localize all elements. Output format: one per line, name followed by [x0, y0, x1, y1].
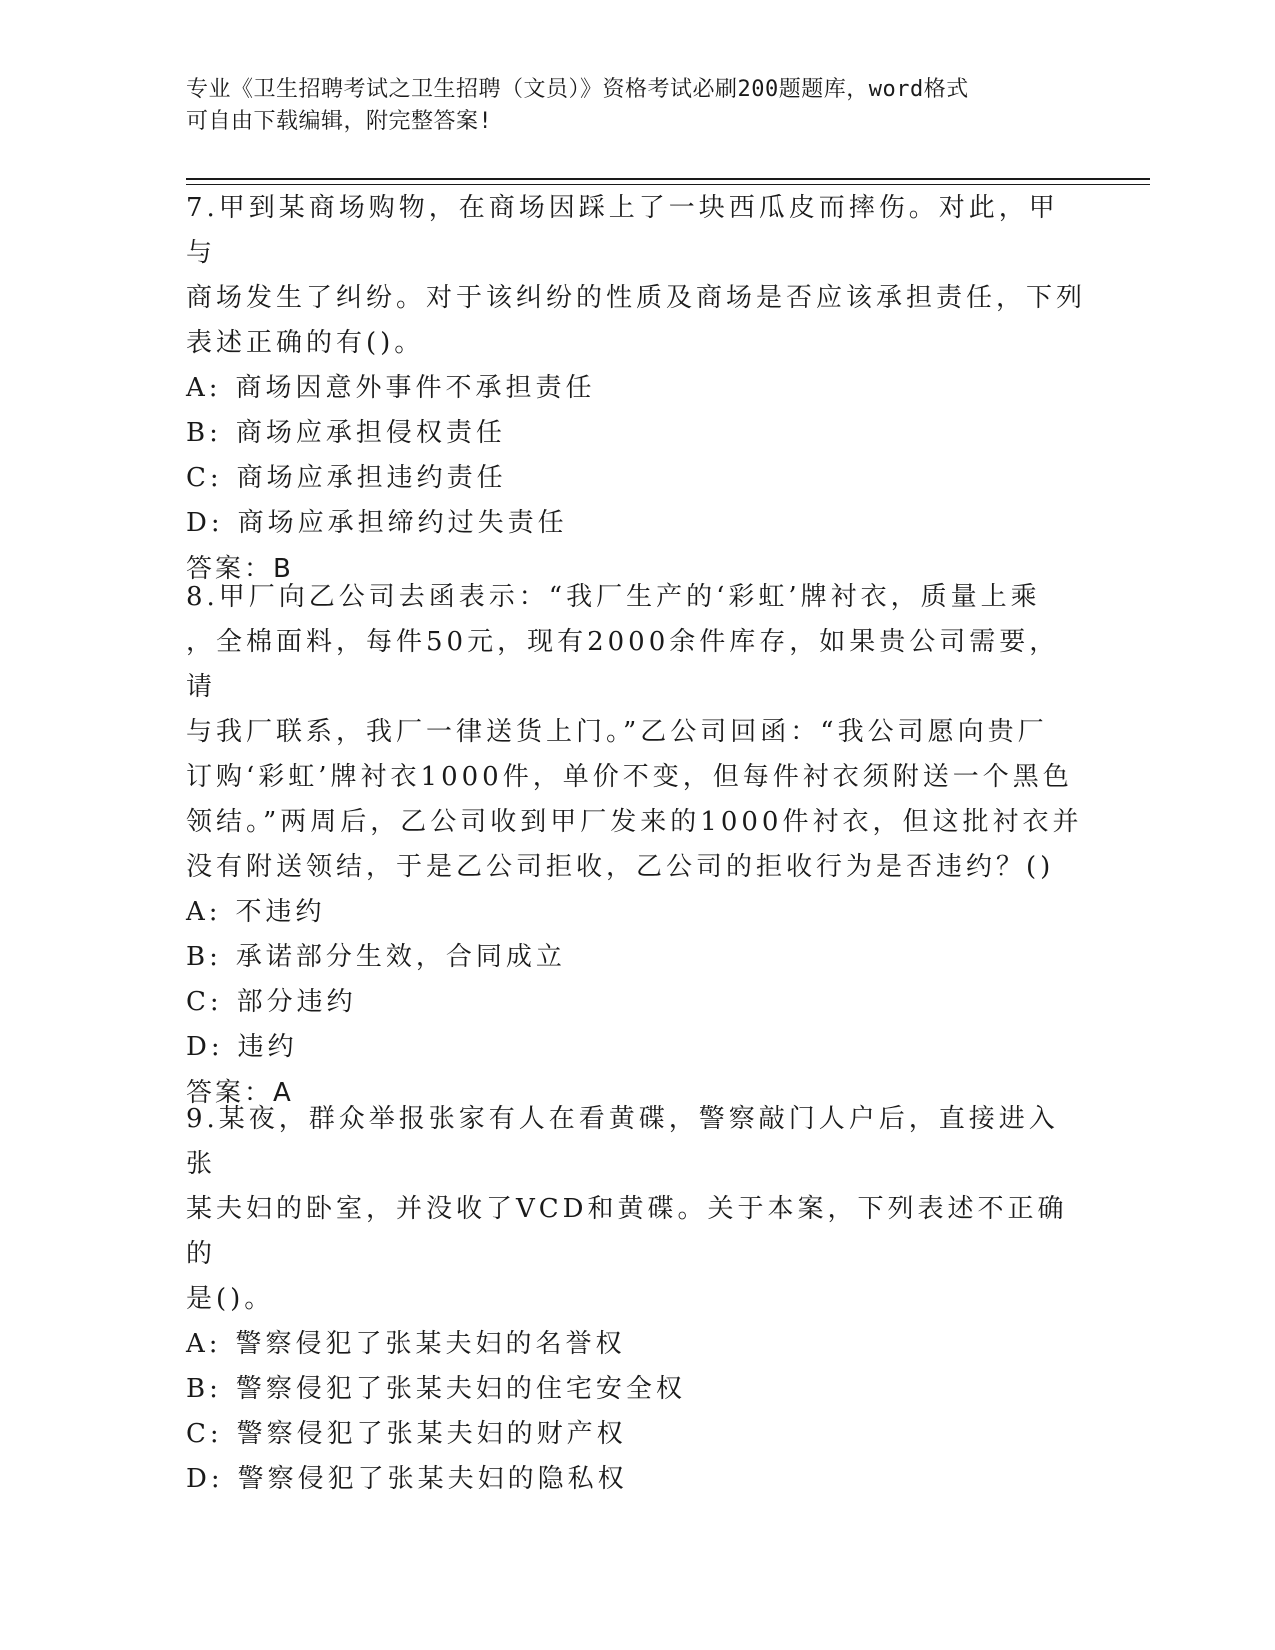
option-b: B: 商场应承担侵权责任 — [186, 418, 506, 448]
header-rule-thick — [186, 178, 1150, 180]
header-line-1: 专业《卫生招聘考试之卫生招聘（文员）》资格考试必刷200题题库，word格式 — [186, 77, 969, 102]
question-7 — [186, 186, 1086, 592]
question-line: 领结。”两周后，乙公司收到甲厂发来的1000件衬衣，但这批衬衣并 — [186, 807, 1083, 837]
question-8 — [186, 575, 1086, 1116]
question-line: 与我厂联系，我厂一律送货上门。”乙公司回函：“我公司愿向贵厂 — [186, 717, 1048, 747]
question-line: 7.甲到某商场购物，在商场因踩上了一块西瓜皮而摔伤。对此，甲与 — [186, 193, 1059, 268]
question-line: 8.甲厂向乙公司去函表示：“我厂生产的‘彩虹’牌衬衣，质量上乘 — [186, 582, 1041, 612]
question-line: 订购‘彩虹’牌衬衣1000件，单价不变，但每件衬衣须附送一个黑色 — [186, 762, 1073, 792]
option-d: D: 商场应承担缔约过失责任 — [186, 508, 568, 538]
question-line: 没有附送领结，于是乙公司拒收，乙公司的拒收行为是否违约？() — [186, 852, 1055, 882]
option-d: D: 警察侵犯了张某夫妇的隐私权 — [186, 1464, 628, 1494]
option-b: B: 承诺部分生效，合同成立 — [186, 942, 566, 972]
question-text — [186, 575, 1086, 890]
question-text — [186, 186, 1086, 366]
question-9 — [186, 1097, 1086, 1502]
answer-label: 答案： — [186, 1078, 274, 1108]
option-a: A: 商场因意外事件不承担责任 — [186, 373, 596, 403]
header-line-2: 可自由下载编辑，附完整答案! — [186, 109, 493, 134]
question-line: 表述正确的有()。 — [186, 328, 425, 358]
header-rule-thin — [186, 184, 1150, 185]
answer-value: A — [273, 1078, 292, 1108]
option-a: A: 警察侵犯了张某夫妇的名誉权 — [186, 1329, 626, 1359]
answer-label: 答案： — [186, 554, 274, 584]
question-line: ，全棉面料，每件50元，现有2000余件库存，如果贵公司需要，请 — [186, 627, 1060, 702]
option-c: C: 商场应承担违约责任 — [186, 463, 507, 493]
option-c: C: 部分违约 — [186, 987, 357, 1017]
question-line: 商场发生了纠纷。对于该纠纷的性质及商场是否应该承担责任，下列 — [186, 283, 1087, 313]
question-text — [186, 1097, 1086, 1322]
option-c: C: 警察侵犯了张某夫妇的财产权 — [186, 1419, 627, 1449]
option-a: A: 不违约 — [186, 897, 326, 927]
option-d: D: 违约 — [186, 1032, 298, 1062]
option-b: B: 警察侵犯了张某夫妇的住宅安全权 — [186, 1374, 686, 1404]
question-line: 是()。 — [186, 1284, 275, 1314]
answer-value: B — [273, 554, 292, 584]
question-line: 9.某夜，群众举报张家有人在看黄碟，警察敲门人户后，直接进入张 — [186, 1104, 1059, 1179]
question-line: 某夫妇的卧室，并没收了VCD和黄碟。关于本案，下列表述不正确的 — [186, 1194, 1068, 1269]
document-header — [186, 74, 1066, 138]
